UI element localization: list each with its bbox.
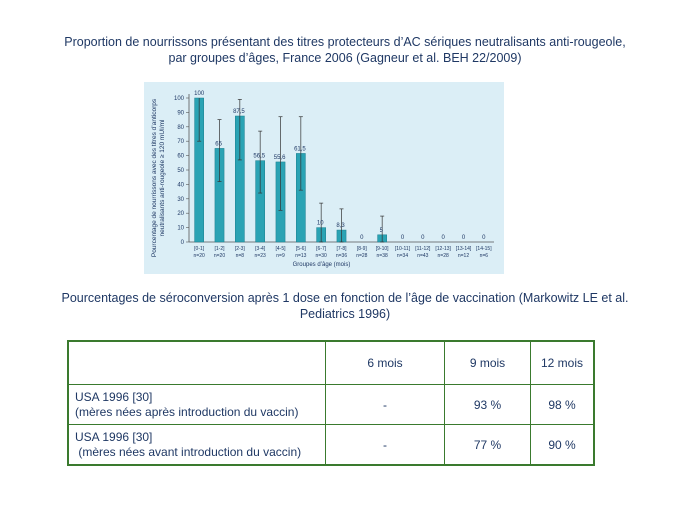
n-label: n=23 <box>254 253 266 259</box>
header-9-mois: 9 mois <box>445 341 531 385</box>
category-label: [4-5] <box>275 246 286 252</box>
value-label: 56,5 <box>253 153 266 160</box>
n-label: n=6 <box>479 253 489 259</box>
n-label: n=8 <box>235 253 245 259</box>
y-tick-label: 30 <box>177 196 184 203</box>
value-label: 0 <box>421 235 425 241</box>
cell-9-mois: 77 % <box>445 425 531 466</box>
table-title: Pourcentages de séroconversion après 1 dose en fonction de l’âge de vaccination (Markowitz LE et al. Pediatrics 1996) <box>61 291 629 321</box>
chart-panel <box>144 82 504 274</box>
category-label: [14-15] <box>476 246 492 252</box>
row-label <box>68 425 326 466</box>
y-tick-label: 0 <box>180 240 184 246</box>
category-label: [10-11] <box>394 246 411 252</box>
category-label: [2-3] <box>234 246 245 252</box>
y-tick-label: 10 <box>177 225 184 232</box>
header-12-mois: 12 mois <box>531 341 595 385</box>
y-tick-label: 40 <box>177 182 184 189</box>
cell-12-mois: 98 % <box>531 385 595 425</box>
value-label: 10 <box>316 220 324 227</box>
row-label-line1: USA 1996 [30] <box>75 429 153 444</box>
cell-12-mois: 90 % <box>531 425 595 466</box>
category-label: [13-14] <box>455 246 472 252</box>
value-label: 65 <box>215 141 222 148</box>
y-tick-label: 60 <box>177 153 184 160</box>
n-label: n=20 <box>213 253 226 259</box>
value-label: 5 <box>379 227 383 234</box>
category-label: [11-12] <box>415 246 431 252</box>
n-label: n=34 <box>396 253 409 259</box>
y-tick-label: 100 <box>173 96 184 102</box>
category-label: [8-9] <box>356 246 367 252</box>
y-tick-label: 70 <box>177 139 184 146</box>
n-label: n=28 <box>356 253 368 259</box>
n-label: n=43 <box>417 253 429 259</box>
y-tick-label: 90 <box>177 110 184 117</box>
value-label: 0 <box>400 235 405 241</box>
category-label: [3-4] <box>255 246 266 252</box>
x-axis-label: Groupes d’âge (mois) <box>292 262 351 268</box>
value-label: 8,3 <box>336 223 345 230</box>
category-label: [0-1] <box>194 246 205 252</box>
category-label: [6-7] <box>316 246 327 252</box>
n-label: n=12 <box>457 253 470 259</box>
n-label: n=36 <box>335 253 348 259</box>
cell-6-mois: - <box>326 385 445 425</box>
table-header-row <box>68 341 594 385</box>
category-label: [5-6] <box>295 246 306 252</box>
value-label: 87,5 <box>233 109 245 115</box>
value-label: 0 <box>482 235 486 241</box>
n-label: n=9 <box>276 253 285 259</box>
category-label: [1-2] <box>214 246 225 252</box>
n-label: n=28 <box>437 253 449 259</box>
cell-6-mois: - <box>326 425 445 466</box>
header-6-mois: 6 mois <box>326 341 445 385</box>
value-label: 0 <box>360 235 364 241</box>
value-label: 61,5 <box>294 146 306 153</box>
value-label: 100 <box>194 91 205 97</box>
category-label: [9-10] <box>375 246 389 252</box>
table-row <box>68 385 594 425</box>
y-tick-label: 80 <box>177 124 184 131</box>
header-cell-empty <box>68 341 326 385</box>
n-label: n=20 <box>193 253 205 259</box>
y-tick-label: 50 <box>177 168 184 174</box>
category-label: [12-13] <box>435 246 451 252</box>
n-label: n=13 <box>295 253 307 259</box>
value-label: 0 <box>441 235 445 241</box>
row-label-line1: USA 1996 [30] <box>75 389 153 404</box>
n-label: n=38 <box>376 253 388 259</box>
chart-title: Proportion de nourrissons présentant des titres protecteurs d’AC sériques neutralisants anti-rougeole, par groupes d’âges, France 2006 (Gagneur et al. BEH 22/2009) <box>64 35 626 65</box>
row-label-line2: (mères nées après introduction du vaccin) <box>75 404 299 419</box>
seroconversion-table <box>67 340 595 466</box>
n-label: n=30 <box>315 253 327 259</box>
value-label: 0 <box>461 235 466 241</box>
y-tick-label: 20 <box>177 211 184 218</box>
y-axis-label: Pourcentage de nourrissons avec des titres d’anticorps neutralisants anti-rougeole ≥ 120 mUI/ml <box>151 98 166 258</box>
bar-chart <box>144 82 504 274</box>
cell-9-mois: 93 % <box>445 385 531 425</box>
row-label-line2: (mères nées avant introduction du vaccin) <box>75 444 302 459</box>
value-label: 55,6 <box>273 154 286 161</box>
table-row <box>68 425 594 466</box>
row-label <box>68 385 326 425</box>
category-label: [7-8] <box>336 246 347 252</box>
